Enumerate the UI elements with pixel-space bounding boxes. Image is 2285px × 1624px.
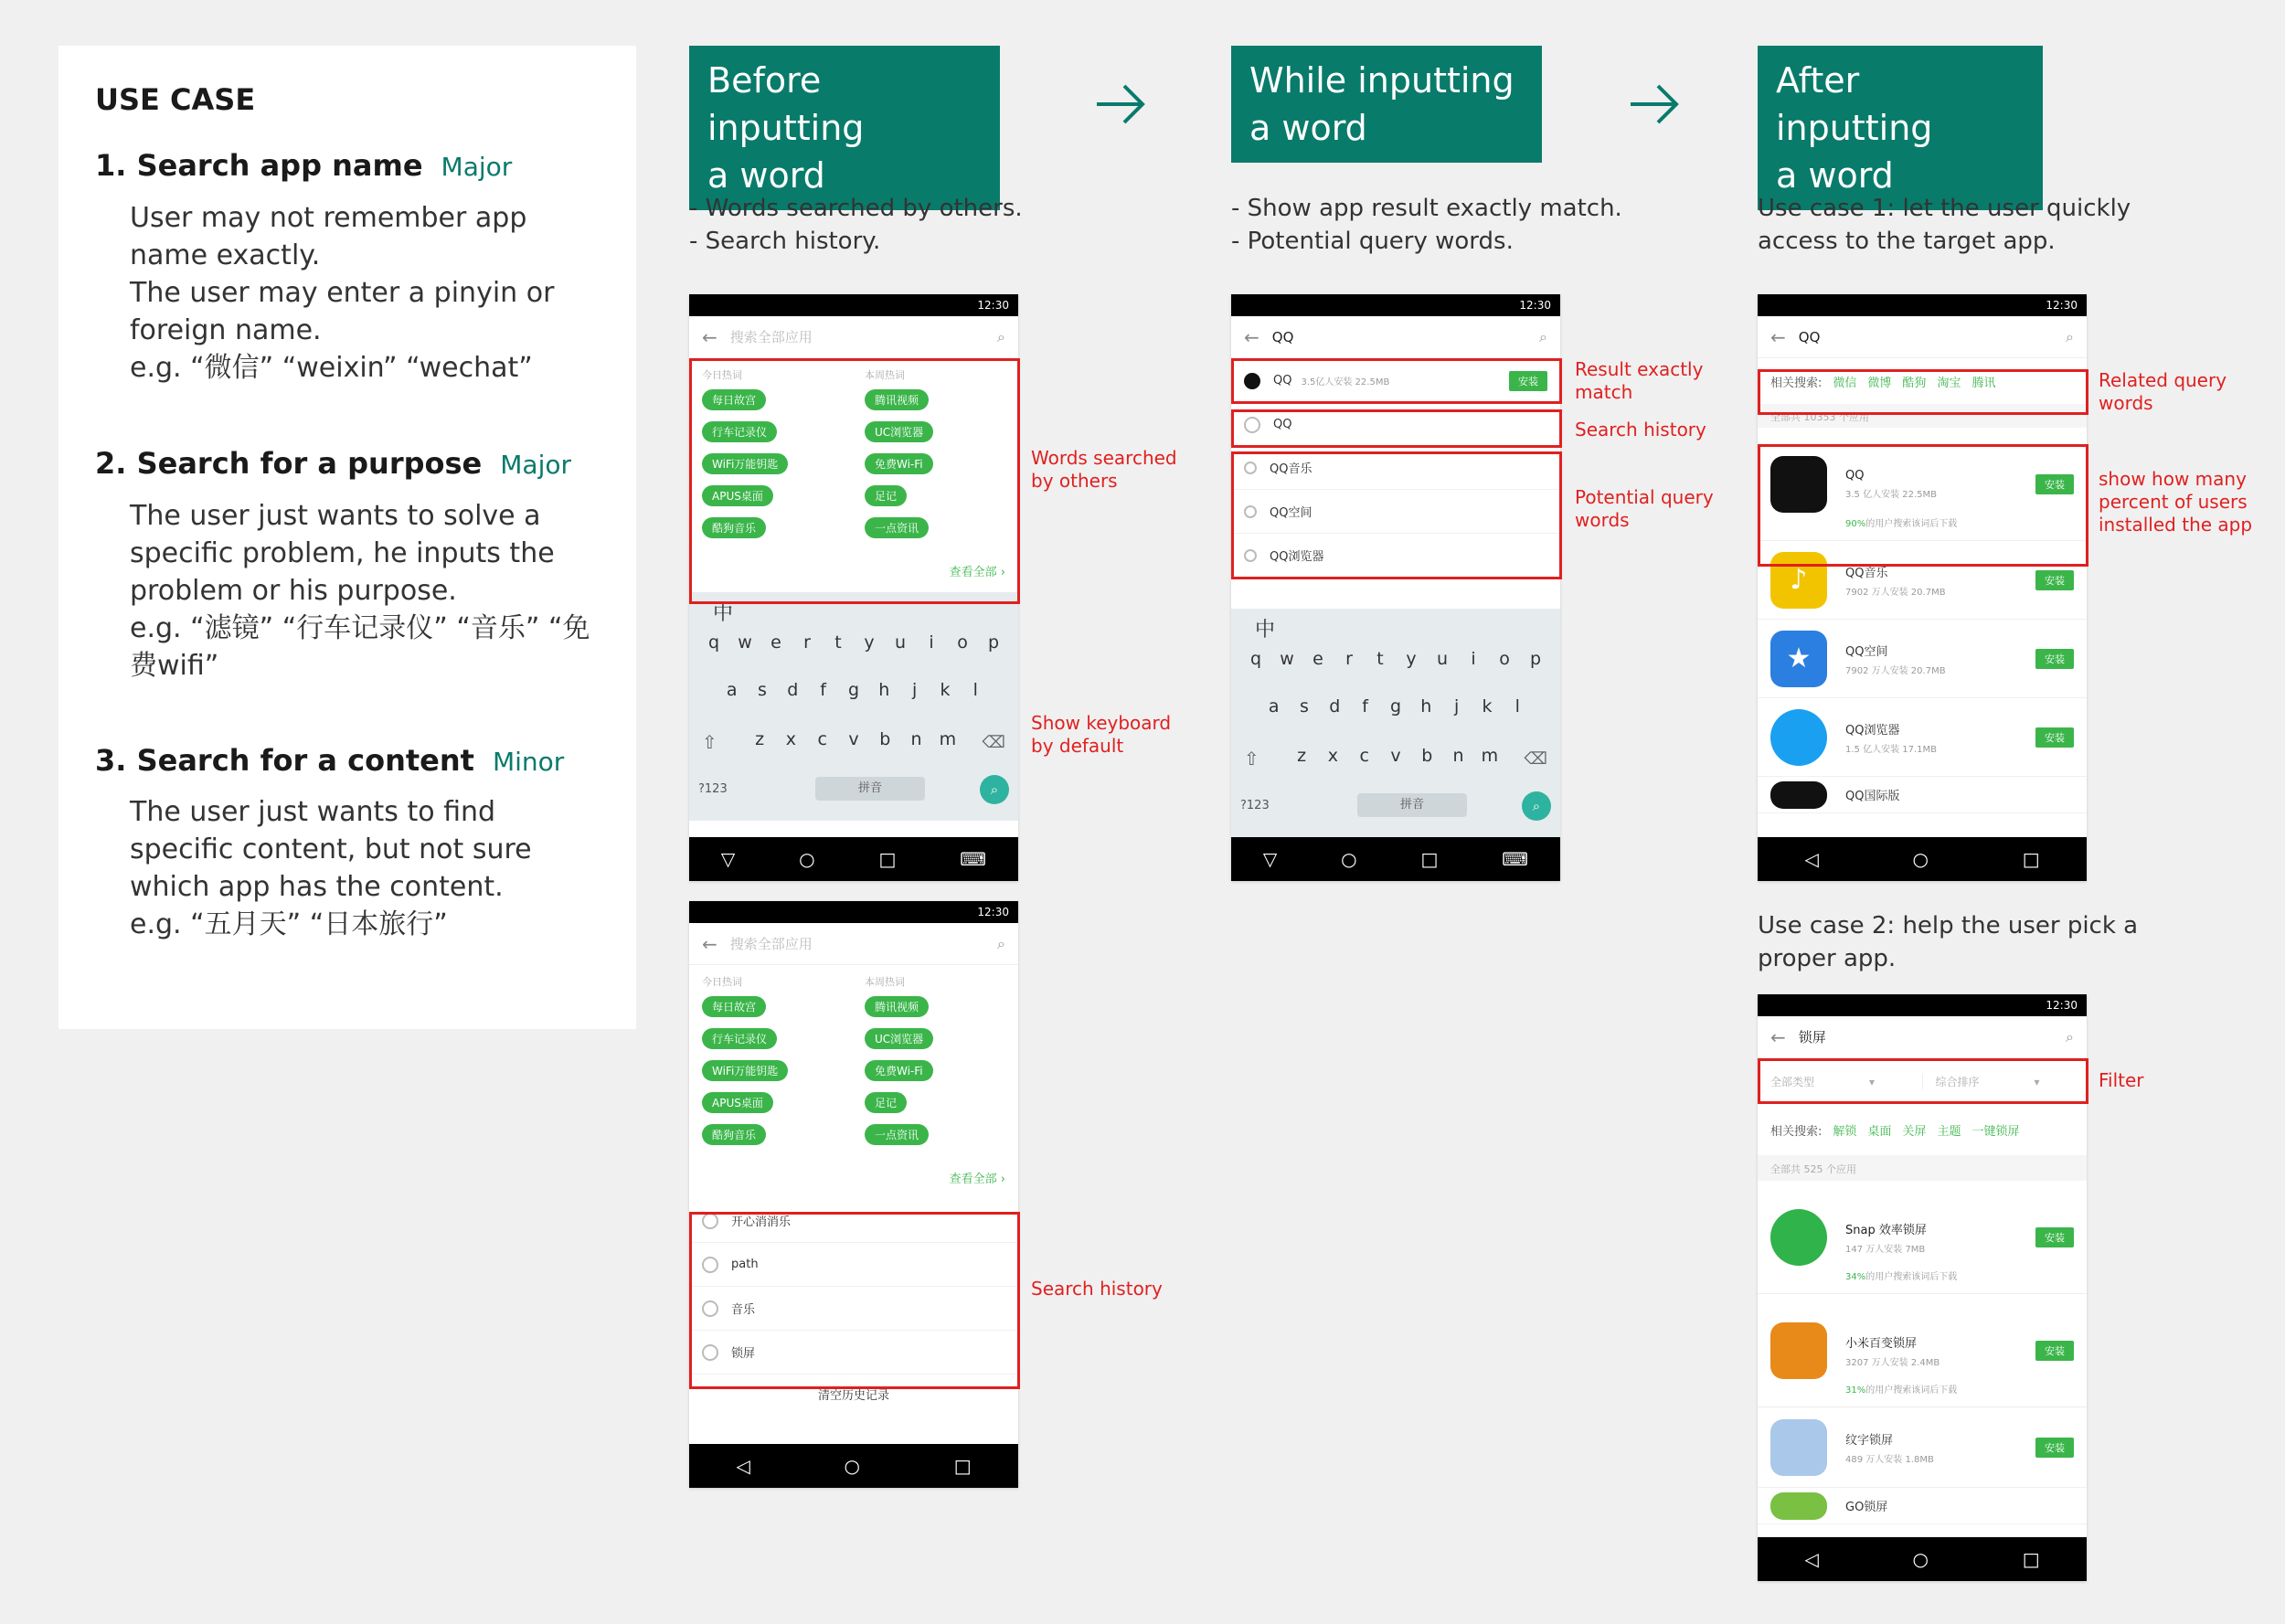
- key[interactable]: y: [1406, 649, 1417, 669]
- home-nav-icon[interactable]: ○: [1912, 848, 1929, 870]
- callout-result-match: Result exactly match: [1575, 358, 1704, 403]
- use-case-3-heading: 3. Search for a content Minor: [95, 743, 565, 778]
- keyboard-row-2: [717, 680, 991, 700]
- search-bar[interactable]: [1231, 316, 1560, 358]
- chevron-down-icon: ▾: [2034, 1075, 2040, 1088]
- key-icon: [1770, 1209, 1827, 1266]
- install-button[interactable]: 安装: [2035, 474, 2074, 494]
- download-percent: 31%的用户搜索该词后下载: [1845, 1385, 1958, 1396]
- back-nav-icon[interactable]: ▽: [720, 848, 736, 870]
- callout-related: Related query words: [2099, 369, 2227, 414]
- shift-key-icon[interactable]: ⇧: [1244, 748, 1259, 770]
- today-hot-label: 今日热词: [702, 976, 742, 988]
- keyboard-row-2: [1259, 696, 1533, 716]
- back-arrow-icon[interactable]: ←: [702, 325, 717, 348]
- key[interactable]: z: [1297, 746, 1307, 766]
- callout-filter: Filter: [2099, 1069, 2144, 1091]
- nav-bar: [689, 1444, 1018, 1488]
- home-nav-icon[interactable]: ○: [1341, 848, 1357, 870]
- status-bar: 12:30: [1758, 994, 2087, 1016]
- hot-word-chip[interactable]: 酷狗音乐: [702, 517, 766, 538]
- key[interactable]: l: [972, 680, 978, 700]
- clear-history-button[interactable]: 清空历史记录: [817, 1389, 889, 1403]
- sort-filter-dropdown[interactable]: 综合排序 ▾: [1922, 1074, 2088, 1089]
- highlight-box: [1231, 451, 1562, 579]
- recent-nav-icon[interactable]: □: [2022, 1548, 2040, 1570]
- hot-word-chip[interactable]: 行车记录仪: [702, 1028, 777, 1049]
- key[interactable]: c: [817, 729, 827, 749]
- search-input[interactable]: QQ: [1271, 328, 1294, 345]
- nav-bar: [1231, 837, 1560, 881]
- shift-key-icon[interactable]: ⇧: [702, 731, 717, 753]
- app-result-row[interactable]: Snap 效率锁屏 147 万人安装 7MB 安装 34%的用户搜索该词后下载: [1758, 1181, 2087, 1294]
- use-case-card: [58, 46, 636, 1029]
- today-hot-column: [702, 974, 848, 1156]
- highlight-box: [1231, 358, 1562, 404]
- app-result-row[interactable]: 纹字锁屏 489 万人安装 1.8MB 安装: [1758, 1407, 2087, 1488]
- callout-search-history: Search history: [1575, 419, 1706, 440]
- keyboard: [689, 592, 1018, 821]
- hot-word-chip[interactable]: UC浏览器: [865, 1028, 933, 1049]
- related-link[interactable]: 淘宝: [1937, 376, 1961, 390]
- highlight-box: [689, 1212, 1020, 1389]
- callout-words-by-others: Words searched by others: [1031, 447, 1177, 492]
- search-key-icon[interactable]: ⌕: [980, 775, 1009, 804]
- recent-nav-icon[interactable]: □: [953, 1455, 972, 1477]
- install-button[interactable]: 安装: [2035, 649, 2074, 669]
- priority-tag: Major: [441, 152, 513, 182]
- key[interactable]: u: [1436, 649, 1449, 669]
- exact-match-row[interactable]: QQ 3.5亿人安装 22.5MB 安装: [1231, 358, 1560, 404]
- key[interactable]: e: [771, 632, 781, 653]
- backspace-key-icon[interactable]: ⌫: [1524, 749, 1547, 769]
- key[interactable]: l: [1514, 696, 1520, 716]
- qq-penguin-icon: [1770, 781, 1827, 809]
- stage-after-title: After inputting a word: [1758, 46, 2043, 210]
- keyboard-nav-icon[interactable]: ⌨: [1502, 848, 1529, 870]
- search-bar[interactable]: [689, 923, 1018, 965]
- back-arrow-icon[interactable]: ←: [1244, 325, 1259, 348]
- hot-word-chip[interactable]: WiFi万能钥匙: [702, 453, 788, 474]
- key[interactable]: d: [787, 680, 799, 700]
- star-icon: ★: [1770, 631, 1827, 687]
- keyboard-row-1: [1240, 649, 1551, 669]
- stage-while-title: While inputting a word: [1231, 46, 1542, 163]
- key[interactable]: t: [1376, 649, 1384, 669]
- back-nav-icon[interactable]: ◁: [1804, 848, 1819, 870]
- download-percent: 34%的用户搜索该词后下载: [1845, 1272, 1958, 1282]
- key[interactable]: a: [726, 680, 738, 700]
- suggestion-item[interactable]: QQ空间: [1231, 490, 1560, 534]
- view-all-link[interactable]: 查看全部 ›: [949, 566, 1005, 579]
- key[interactable]: s: [758, 680, 767, 700]
- key[interactable]: m: [939, 729, 957, 749]
- arrow-right-icon: [1627, 77, 1682, 132]
- hot-word-chip[interactable]: 一点资讯: [865, 1124, 929, 1145]
- stage-while-note: - Show app result exactly match. - Potential query words.: [1231, 195, 1622, 255]
- hot-word-chip[interactable]: 免费Wi-Fi: [865, 1060, 933, 1081]
- stage-before-title: Before inputting a word: [689, 46, 1000, 210]
- key[interactable]: x: [1327, 746, 1339, 766]
- related-searches: 相关搜索: 微信 微博 酷狗 淘宝 腾讯: [1758, 358, 2087, 404]
- key[interactable]: o: [1499, 649, 1510, 669]
- highlight-box: [1758, 1058, 2088, 1104]
- keyboard-row-3: [744, 729, 963, 749]
- install-button[interactable]: 安装: [2035, 1438, 2074, 1458]
- lang-key[interactable]: 中: [713, 602, 734, 625]
- arrow-right-icon: [1093, 77, 1148, 132]
- history-item[interactable]: 音乐: [689, 1287, 1018, 1331]
- symbol-key[interactable]: ?123: [1240, 799, 1270, 812]
- related-link[interactable]: 解锁: [1833, 1124, 1857, 1139]
- search-input[interactable]: QQ: [1798, 328, 1821, 345]
- search-input[interactable]: 搜索全部应用: [729, 329, 813, 345]
- hot-word-chip[interactable]: 腾讯视频: [865, 996, 929, 1017]
- key[interactable]: a: [1268, 696, 1280, 716]
- search-input[interactable]: 锁屏: [1798, 1029, 1826, 1046]
- space-key[interactable]: 拼音: [1357, 793, 1467, 817]
- nav-bar: [1758, 1537, 2087, 1581]
- key[interactable]: q: [1249, 649, 1262, 669]
- related-searches: 相关搜索: 解锁 桌面 关屏 主题 一键锁屏: [1758, 1104, 2087, 1155]
- search-icon[interactable]: ⌕: [2066, 1027, 2074, 1046]
- stage-before-note: - Words searched by others. - Search history.: [689, 195, 1023, 255]
- app-result-row[interactable]: ★ QQ空间 7902 万人安装 20.7MB 安装: [1758, 620, 2087, 698]
- key[interactable]: k: [1482, 696, 1493, 716]
- chevron-down-icon: ▾: [1869, 1075, 1876, 1088]
- highlight-box: [1231, 409, 1562, 448]
- key[interactable]: j: [1453, 696, 1460, 716]
- search-key-icon[interactable]: ⌕: [1522, 791, 1551, 821]
- symbol-key[interactable]: ?123: [698, 782, 728, 796]
- key[interactable]: p: [987, 632, 1000, 653]
- related-link[interactable]: 微信: [1833, 376, 1857, 390]
- backspace-key-icon[interactable]: ⌫: [982, 733, 1005, 752]
- key[interactable]: v: [1390, 746, 1401, 766]
- history-item[interactable]: 锁屏: [689, 1331, 1018, 1375]
- search-icon[interactable]: ⌕: [1539, 327, 1547, 345]
- key[interactable]: e: [1313, 649, 1323, 669]
- key[interactable]: w: [1280, 649, 1294, 669]
- install-button[interactable]: 安装: [2035, 570, 2074, 590]
- status-bar: 12:30: [1231, 294, 1560, 316]
- history-item[interactable]: QQ: [1231, 404, 1560, 446]
- back-arrow-icon[interactable]: ←: [1770, 325, 1786, 348]
- app-result-row[interactable]: 小米百变锁屏 3207 万人安装 2.4MB 安装 31%的用户搜索该词后下载: [1758, 1294, 2087, 1407]
- recent-nav-icon[interactable]: □: [2022, 848, 2040, 870]
- key[interactable]: m: [1481, 746, 1499, 766]
- home-nav-icon[interactable]: ○: [1912, 1548, 1929, 1570]
- app-result-row[interactable]: ♪ QQ音乐 7902 万人安装 20.7MB 安装: [1758, 541, 2087, 620]
- hot-words-panel: [689, 965, 1018, 1199]
- key[interactable]: i: [929, 632, 934, 653]
- home-nav-icon[interactable]: ○: [844, 1455, 860, 1477]
- related-link[interactable]: 酷狗: [1902, 376, 1927, 390]
- related-link[interactable]: 主题: [1937, 1124, 1961, 1139]
- key[interactable]: p: [1529, 649, 1542, 669]
- status-bar: 12:30: [1758, 294, 2087, 316]
- lock-icon: [1770, 1322, 1827, 1379]
- search-input[interactable]: 搜索全部应用: [729, 936, 813, 952]
- type-filter-dropdown[interactable]: 全部类型 ▾: [1770, 1075, 1876, 1088]
- key[interactable]: f: [820, 680, 826, 700]
- search-bar[interactable]: [1758, 1016, 2087, 1058]
- related-link[interactable]: 微博: [1867, 376, 1892, 390]
- hot-word-chip[interactable]: 足记: [865, 485, 907, 506]
- hot-word-chip[interactable]: 足记: [865, 1092, 907, 1113]
- back-arrow-icon[interactable]: ←: [702, 932, 717, 955]
- key[interactable]: i: [1471, 649, 1476, 669]
- related-link[interactable]: 桌面: [1867, 1124, 1892, 1139]
- related-link[interactable]: 腾讯: [1971, 376, 1996, 390]
- use-case-1-heading: 1. Search app name Major: [95, 148, 513, 183]
- install-button[interactable]: 安装: [2035, 727, 2074, 748]
- use-case-title: USE CASE: [95, 82, 256, 117]
- key[interactable]: n: [910, 729, 922, 749]
- app-result-row[interactable]: QQ浏览器 1.5 亿人安装 17.1MB 安装: [1758, 698, 2087, 777]
- nav-bar: [689, 837, 1018, 881]
- app-result-row[interactable]: QQ国际版: [1758, 777, 2087, 813]
- key[interactable]: f: [1362, 696, 1368, 716]
- callout-percent: show how many percent of users installed the app: [2099, 468, 2253, 536]
- hot-word-chip[interactable]: 行车记录仪: [702, 421, 777, 442]
- keyboard-nav-icon[interactable]: ⌨: [960, 848, 987, 870]
- key[interactable]: g: [1389, 696, 1401, 716]
- use-case-2-heading: 2. Search for a purpose Major: [95, 446, 571, 481]
- key[interactable]: g: [847, 680, 859, 700]
- week-hot-label: 本周热词: [865, 369, 905, 381]
- browser-icon: [1770, 709, 1827, 766]
- use-case-1-body: User may not remember app name exactly. The user may enter a pinyin or foreign name. e.g. “微信” “weixin” “wechat”: [130, 202, 555, 384]
- use-case-2-note: Use case 2: help the user pick a proper app.: [1758, 912, 2139, 972]
- hot-word-chip[interactable]: APUS桌面: [702, 1092, 773, 1113]
- search-bar[interactable]: [1758, 316, 2087, 358]
- use-case-3-body: The user just wants to find specific content, but not sure which app has the content. e.g. “五月天” “日本旅行”: [130, 796, 532, 940]
- keyboard-row-3: [1286, 746, 1505, 766]
- key[interactable]: b: [879, 729, 891, 749]
- back-arrow-icon[interactable]: ←: [1770, 1025, 1786, 1048]
- nav-bar: [1758, 837, 2087, 881]
- priority-tag: Major: [500, 450, 571, 480]
- key[interactable]: b: [1421, 746, 1433, 766]
- result-count: 全部共 525 个应用: [1758, 1155, 2087, 1181]
- key[interactable]: v: [848, 729, 859, 749]
- key[interactable]: o: [957, 632, 968, 653]
- hot-word-chip[interactable]: WiFi万能钥匙: [702, 1060, 788, 1081]
- week-hot-label: 本周热词: [865, 976, 905, 988]
- download-percent: 90%的用户搜索该词后下载: [1845, 519, 1958, 529]
- search-icon[interactable]: ⌕: [997, 327, 1005, 345]
- hot-word-chip[interactable]: 每日故宫: [702, 389, 766, 410]
- key[interactable]: y: [864, 632, 875, 653]
- highlight-box: [1758, 369, 2088, 415]
- key[interactable]: t: [834, 632, 842, 653]
- hot-word-chip[interactable]: APUS桌面: [702, 485, 773, 506]
- key[interactable]: d: [1329, 696, 1341, 716]
- space-key[interactable]: 拼音: [815, 777, 925, 801]
- status-bar: 12:30: [689, 901, 1018, 923]
- phone-before-history: [689, 901, 1018, 1488]
- today-hot-label: 今日热词: [702, 369, 742, 381]
- install-button[interactable]: 安装: [2035, 1227, 2074, 1247]
- key[interactable]: h: [878, 680, 890, 700]
- callout-search-history: Search history: [1031, 1278, 1163, 1300]
- hot-word-chip[interactable]: 每日故宫: [702, 996, 766, 1017]
- highlight-box: [689, 358, 1020, 604]
- go-lock-icon: [1770, 1492, 1827, 1520]
- install-button[interactable]: 安装: [1509, 371, 1547, 391]
- app-result-row[interactable]: GO锁屏: [1758, 1488, 2087, 1524]
- app-result-row[interactable]: QQ 3.5 亿人安装 22.5MB 安装 90%的用户搜索该词后下载: [1758, 428, 2087, 541]
- highlight-box: [1758, 444, 2088, 567]
- priority-tag: Minor: [492, 747, 565, 777]
- hot-word-chip[interactable]: UC浏览器: [865, 421, 933, 442]
- suggestion-item[interactable]: QQ音乐: [1231, 446, 1560, 490]
- callout-potential: Potential query words: [1575, 486, 1714, 531]
- history-item[interactable]: 开心消消乐: [689, 1199, 1018, 1243]
- key[interactable]: z: [755, 729, 765, 749]
- hot-word-chip[interactable]: 免费Wi-Fi: [865, 453, 933, 474]
- key[interactable]: x: [785, 729, 797, 749]
- keyboard-row-1: [698, 632, 1009, 653]
- recent-nav-icon[interactable]: □: [1420, 848, 1439, 870]
- back-nav-icon[interactable]: ◁: [1804, 1548, 1819, 1570]
- search-icon[interactable]: ⌕: [2066, 327, 2074, 345]
- key[interactable]: w: [738, 632, 752, 653]
- search-bar[interactable]: [689, 316, 1018, 358]
- view-all-link[interactable]: 查看全部 ›: [949, 1173, 1005, 1186]
- install-button[interactable]: 安装: [2035, 1341, 2074, 1361]
- key[interactable]: r: [803, 632, 811, 653]
- result-count: 全部共 10353 个应用: [1758, 404, 2087, 428]
- lang-key[interactable]: 中: [1255, 619, 1276, 642]
- keyboard: [1231, 609, 1560, 837]
- hot-word-chip[interactable]: 腾讯视频: [865, 389, 929, 410]
- key[interactable]: u: [894, 632, 907, 653]
- status-bar: 12:30: [689, 294, 1018, 316]
- hot-word-chip[interactable]: 一点资讯: [865, 517, 929, 538]
- week-hot-column: [865, 974, 1011, 1156]
- key[interactable]: q: [707, 632, 720, 653]
- key[interactable]: h: [1420, 696, 1432, 716]
- history-item[interactable]: path: [689, 1243, 1018, 1287]
- hot-word-chip[interactable]: 酷狗音乐: [702, 1124, 766, 1145]
- back-nav-icon[interactable]: ▽: [1262, 848, 1278, 870]
- back-nav-icon[interactable]: ◁: [736, 1455, 750, 1477]
- music-note-icon: ♪: [1770, 552, 1827, 609]
- key[interactable]: j: [911, 680, 918, 700]
- key[interactable]: k: [940, 680, 951, 700]
- related-link[interactable]: 关屏: [1902, 1124, 1927, 1139]
- stage-after-note: Use case 1: let the user quickly access to the target app.: [1758, 195, 2131, 255]
- callout-show-keyboard: Show keyboard by default: [1031, 712, 1172, 757]
- use-case-2-body: The user just wants to solve a specific problem, he inputs the problem or his purpose. e.g. “滤镜” “行车记录仪” “音乐” “免费wifi”: [130, 500, 590, 682]
- home-nav-icon[interactable]: ○: [799, 848, 815, 870]
- key[interactable]: n: [1452, 746, 1464, 766]
- recent-nav-icon[interactable]: □: [878, 848, 897, 870]
- key[interactable]: s: [1300, 696, 1309, 716]
- related-link[interactable]: 一键锁屏: [1971, 1124, 2020, 1139]
- suggestion-item[interactable]: QQ浏览器: [1231, 534, 1560, 578]
- key[interactable]: r: [1345, 649, 1353, 669]
- text-lock-icon: [1770, 1419, 1827, 1476]
- search-icon[interactable]: ⌕: [997, 934, 1005, 952]
- key[interactable]: c: [1359, 746, 1369, 766]
